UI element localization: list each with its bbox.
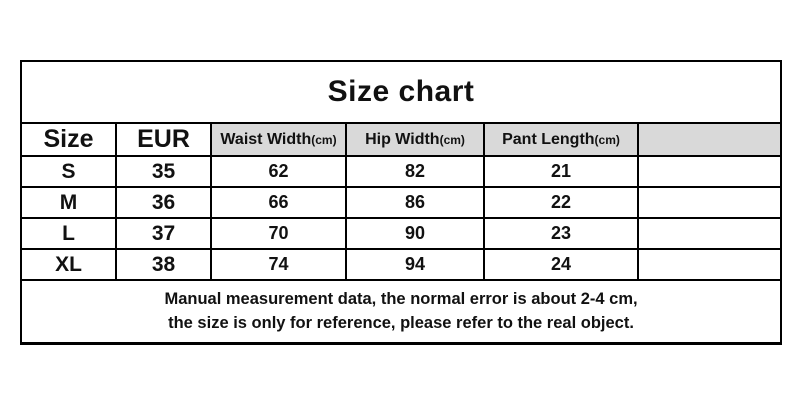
header-empty xyxy=(638,123,781,156)
eur-cell: 37 xyxy=(116,218,211,249)
header-pant-length xyxy=(484,123,638,156)
waist-cell: 66 xyxy=(211,187,346,218)
size-cell: S xyxy=(21,156,116,187)
size-cell: M xyxy=(21,187,116,218)
length-cell: 23 xyxy=(484,218,638,249)
footer-row xyxy=(21,280,781,343)
header-eur-label: EUR xyxy=(137,125,190,153)
header-hip-width xyxy=(346,123,484,156)
header-eur xyxy=(116,123,211,156)
size-cell: L xyxy=(21,218,116,249)
eur-cell: 35 xyxy=(116,156,211,187)
empty-cell xyxy=(638,218,781,249)
waist-cell: 74 xyxy=(211,249,346,280)
table-row-m xyxy=(21,187,781,218)
header-waist-width-unit: (cm) xyxy=(311,132,337,147)
page-title: Size chart xyxy=(21,61,781,123)
table-row-s xyxy=(21,156,781,187)
footer-note-line2: the size is only for reference, please refer to the real object. xyxy=(168,314,634,333)
footer-note-line1: Manual measurement data, the normal error is about 2-4 cm, xyxy=(164,290,638,309)
header-pant-length-label: Pant Length xyxy=(502,130,595,148)
header-waist-width-label: Waist Width xyxy=(220,130,312,148)
footer-note xyxy=(21,280,781,343)
eur-cell: 38 xyxy=(116,249,211,280)
header-hip-width-label: Hip Width xyxy=(365,130,440,148)
table-row-l xyxy=(21,218,781,249)
empty-cell xyxy=(638,249,781,280)
header-waist-width xyxy=(211,123,346,156)
eur-cell: 36 xyxy=(116,187,211,218)
size-cell: XL xyxy=(21,249,116,280)
length-cell: 22 xyxy=(484,187,638,218)
size-chart-table xyxy=(20,60,782,345)
header-pant-length-unit: (cm) xyxy=(594,132,620,147)
empty-cell xyxy=(638,187,781,218)
length-cell: 24 xyxy=(484,249,638,280)
waist-cell: 70 xyxy=(211,218,346,249)
hip-cell: 94 xyxy=(346,249,484,280)
header-row xyxy=(21,123,781,156)
length-cell: 21 xyxy=(484,156,638,187)
waist-cell: 62 xyxy=(211,156,346,187)
empty-cell xyxy=(638,156,781,187)
header-hip-width-unit: (cm) xyxy=(439,132,465,147)
header-size-label: Size xyxy=(43,125,94,153)
hip-cell: 86 xyxy=(346,187,484,218)
hip-cell: 90 xyxy=(346,218,484,249)
title-row xyxy=(21,61,781,123)
hip-cell: 82 xyxy=(346,156,484,187)
header-size xyxy=(21,123,116,156)
table-row-xl xyxy=(21,249,781,280)
